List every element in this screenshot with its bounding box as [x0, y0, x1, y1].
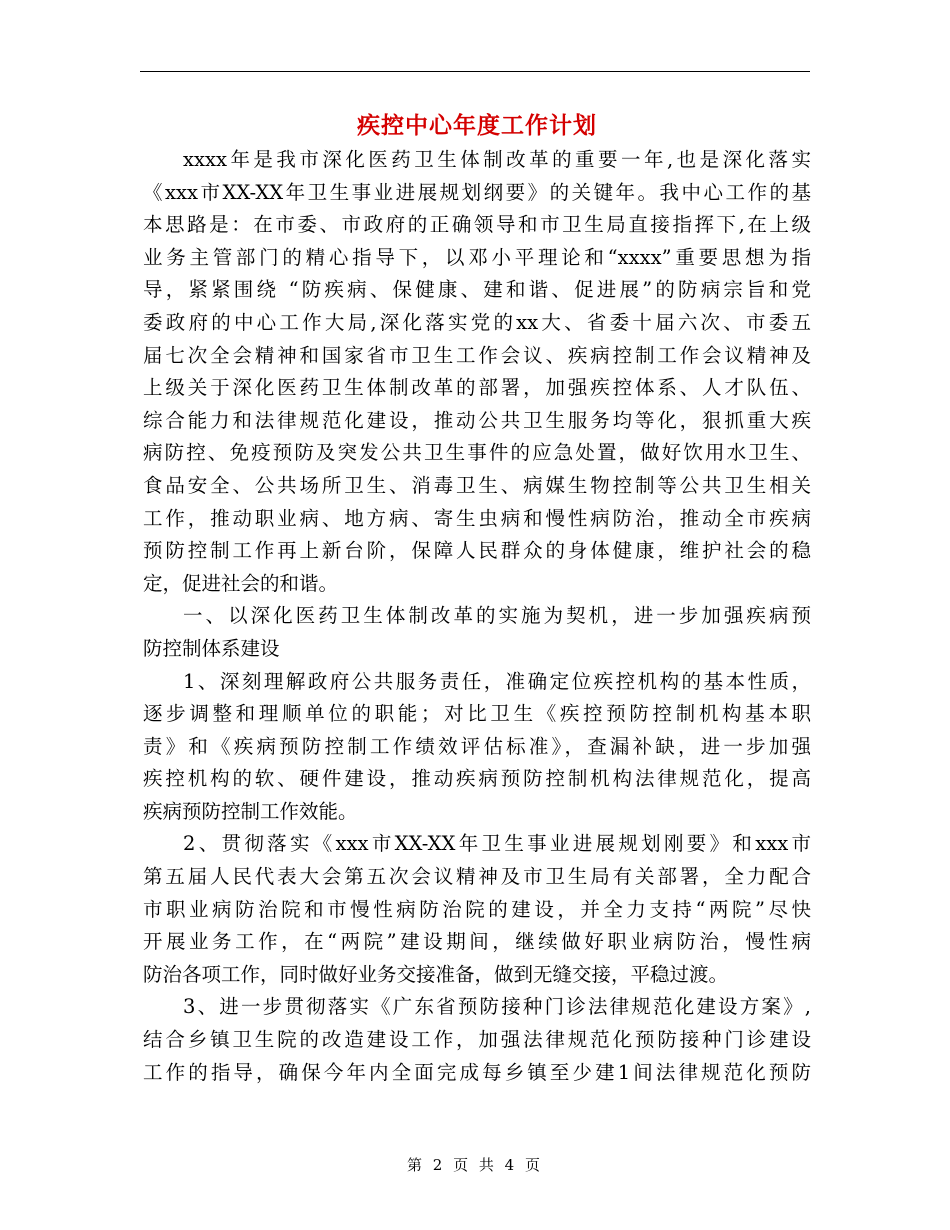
text-line: 导，紧紧围绕 “防疾病、保健康、建和谐、促进展”的防病宗旨和党 [143, 278, 811, 302]
text-line: 3、进一步贯彻落实《广东省预防接种门诊法律规范化建设方案》, [183, 995, 811, 1019]
text-line: 疾病预防控制工作效能。 [143, 799, 358, 823]
text-line: 第五届人民代表大会第五次会议精神及市卫生局有关部署，全力配合 [143, 865, 811, 889]
text-line: 委政府的中心工作大局,深化落实党的xx大、省委十届六次、市委五 [143, 310, 811, 334]
text-line: 责》和《疾病预防控制工作绩效评估标准》，查漏补缺，进一步加强 [143, 734, 811, 758]
page-body [143, 108, 811, 1089]
text-line: 病防控、免疫预防及突发公共卫生事件的应急处置，做好饮用水卫生、 [143, 441, 811, 465]
text-line: 本思路是：在市委、市政府的正确领导和市卫生局直接指挥下,在上级 [143, 213, 811, 237]
page-number-footer: 第 2 页 共 4 页 [407, 1156, 543, 1174]
text-line: 一、以深化医药卫生体制改革的实施为契机，进一步加强疾病预 [183, 604, 811, 628]
document-title: 疾控中心年度工作计划 [357, 112, 597, 139]
paragraph-item-3 [143, 991, 811, 1089]
text-line: 工作，推动职业病、地方病、寄生虫病和慢性病防治，推动全市疾病 [143, 506, 811, 530]
text-line: 疾控机构的软、硬件建设，推动疾病预防控制机构法律规范化，提高 [143, 767, 811, 791]
header-rule [140, 71, 810, 72]
text-line: 定，促进社会的和谐。 [143, 571, 339, 595]
text-line: 食品安全、公共场所卫生、消毒卫生、病媒生物控制等公共卫生相关 [143, 473, 811, 497]
text-line: 开展业务工作，在“两院”建设期间，继续做好职业病防治，慢性病 [143, 930, 811, 954]
paragraph-item-2 [143, 828, 811, 991]
text-line: 上级关于深化医药卫生体制改革的部署，加强疾控体系、人才队伍、 [143, 376, 811, 400]
text-line: 2、贯彻落实《xxx市XX-XX年卫生事业进展规划刚要》和xxx市 [183, 832, 811, 856]
text-line: 防控制体系建设 [143, 636, 280, 660]
text-line: 结合乡镇卫生院的改造建设工作，加强法律规范化预防接种门诊建设 [143, 1028, 811, 1052]
text-line: 防治各项工作，同时做好业务交接准备，做到无缝交接，平稳过渡。 [143, 962, 729, 986]
text-line: 1、深刻理解政府公共服务责任，准确定位疾控机构的基本性质， [183, 669, 811, 693]
text-line: 届七次全会精神和国家省市卫生工作会议、疾病控制工作会议精神及 [143, 343, 811, 367]
text-line: 市职业病防治院和市慢性病防治院的建设，并全力支持“两院”尽快 [143, 897, 811, 921]
text-line: 逐步调整和理顺单位的职能；对比卫生《疾控预防控制机构基本职 [143, 702, 811, 726]
text-line: 综合能力和法律规范化建设，推动公共卫生服务均等化，狠抓重大疾 [143, 408, 811, 432]
paragraph-section-1-heading [143, 600, 811, 665]
text-line: 预防控制工作再上新台阶，保障人民群众的身体健康，维护社会的稳 [143, 539, 811, 563]
text-line: xxxx年是我市深化医药卫生体制改革的重要一年,也是深化落实 [183, 148, 811, 171]
text-line: 业务主管部门的精心指导下，以邓小平理论和“xxxx”重要思想为指 [143, 245, 811, 269]
paragraph-intro [143, 144, 811, 600]
paragraph-item-1 [143, 666, 811, 829]
text-line: 工作的指导，确保今年内全面完成每乡镇至少建1间法律规范化预防 [143, 1060, 811, 1084]
text-line: 《xxx市XX-XX年卫生事业进展规划纲要》的关键年。我中心工作的基 [143, 180, 811, 204]
